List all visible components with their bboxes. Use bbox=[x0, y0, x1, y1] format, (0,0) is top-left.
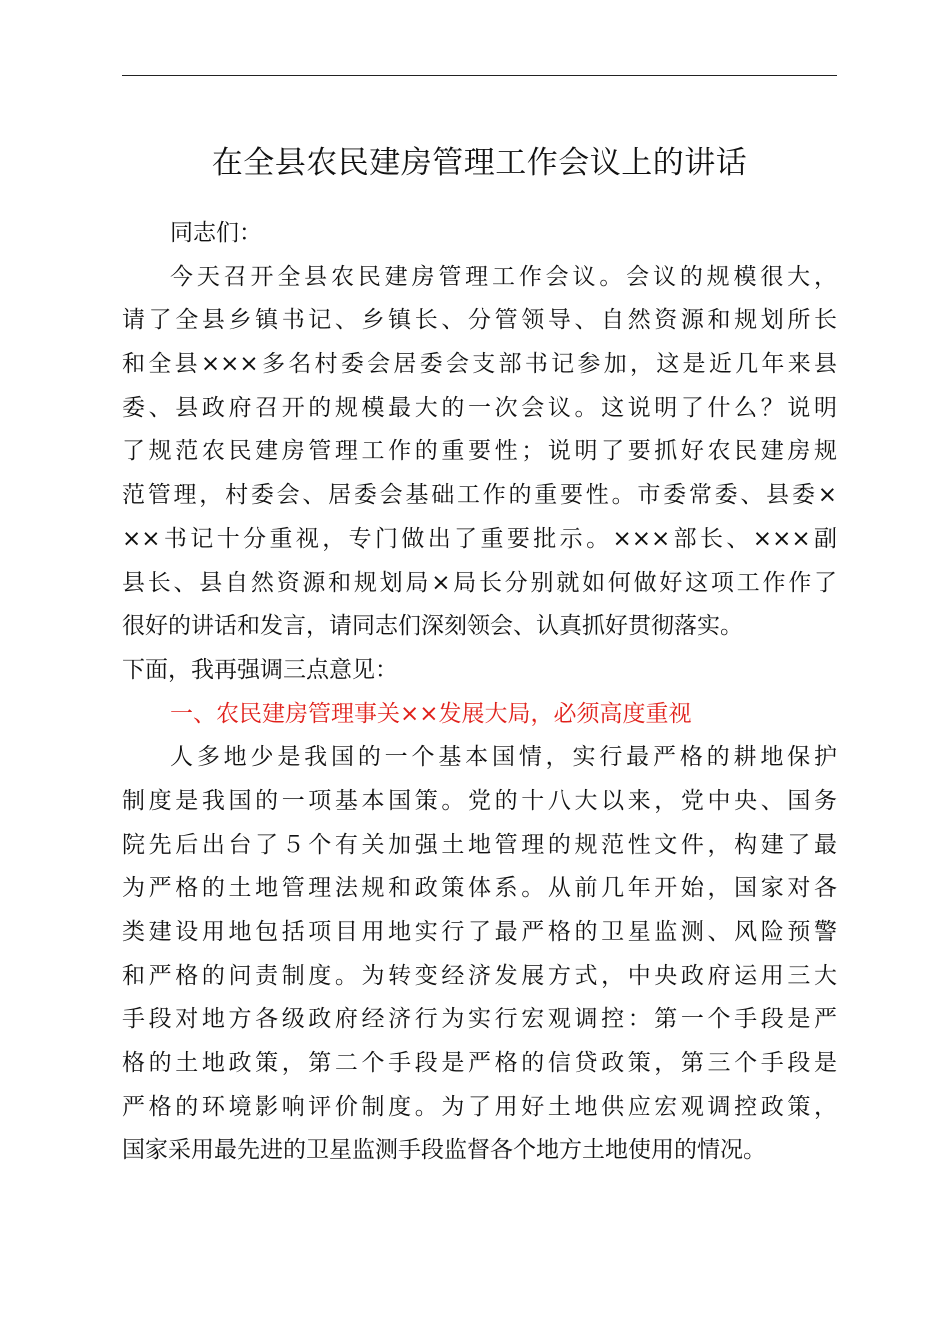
paragraph-line: 和全县×××多名村委会居委会支部书记参加，这是近几年来县 bbox=[122, 351, 837, 378]
paragraph-line: 人多地少是我国的一个基本国情，实行最严格的耕地保护 bbox=[170, 744, 837, 771]
document-body bbox=[122, 212, 837, 1173]
paragraph-line: 下面，我再强调三点意见： bbox=[122, 656, 398, 683]
paragraph-line: 手段对地方各级政府经济行为实行宏观调控：第一个手段是严 bbox=[122, 1006, 837, 1033]
paragraph-line: 制度是我国的一项基本国策。党的十八大以来，党中央、国务 bbox=[122, 787, 837, 814]
header-rule bbox=[122, 75, 837, 76]
paragraph-line: 范管理，村委会、居委会基础工作的重要性。市委常委、县委× bbox=[122, 482, 837, 509]
section-heading: 一、农民建房管理事关××发展大局，必须高度重视 bbox=[170, 700, 692, 727]
section-paragraph bbox=[122, 736, 837, 1173]
paragraph-line: 县长、县自然资源和规划局×局长分别就如何做好这项工作作了 bbox=[122, 569, 837, 596]
paragraph-line: 类建设用地包括项目用地实行了最严格的卫星监测、风险预警 bbox=[122, 919, 837, 945]
paragraph-line: 为严格的土地管理法规和政策体系。从前几年开始，国家对各 bbox=[122, 875, 837, 902]
paragraph-line: 院先后出台了５个有关加强土地管理的规范性文件，构建了最 bbox=[122, 831, 837, 858]
paragraph-line: 和严格的问责制度。为转变经济发展方式，中央政府运用三大 bbox=[122, 962, 837, 989]
paragraph-line: 严格的环境影响评价制度。为了用好土地供应宏观调控政策， bbox=[122, 1093, 837, 1120]
paragraph-line: 了规范农民建房管理工作的重要性；说明了要抓好农民建房规 bbox=[122, 438, 837, 465]
paragraph-line: 格的土地政策，第二个手段是严格的信贷政策，第三个手段是 bbox=[122, 1050, 837, 1077]
intro-paragraph bbox=[122, 256, 837, 693]
paragraph-line: 很好的讲话和发言，请同志们深刻领会、认真抓好贯彻落实。 bbox=[122, 613, 743, 640]
paragraph-line: ××书记十分重视，专门做出了重要批示。×××部长、×××副 bbox=[122, 525, 837, 552]
paragraph-line: 请了全县乡镇书记、乡镇长、分管领导、自然资源和规划所长 bbox=[122, 307, 837, 334]
paragraph-line: 委、县政府召开的规模最大的一次会议。这说明了什么？说明 bbox=[122, 394, 837, 421]
greeting: 同志们： bbox=[170, 220, 262, 246]
paragraph-line: 今天召开全县农民建房管理工作会议。会议的规模很大， bbox=[170, 263, 837, 290]
document-title: 在全县农民建房管理工作会议上的讲话 bbox=[211, 145, 748, 181]
paragraph-line: 国家采用最先进的卫星监测手段监督各个地方土地使用的情况。 bbox=[122, 1137, 766, 1164]
